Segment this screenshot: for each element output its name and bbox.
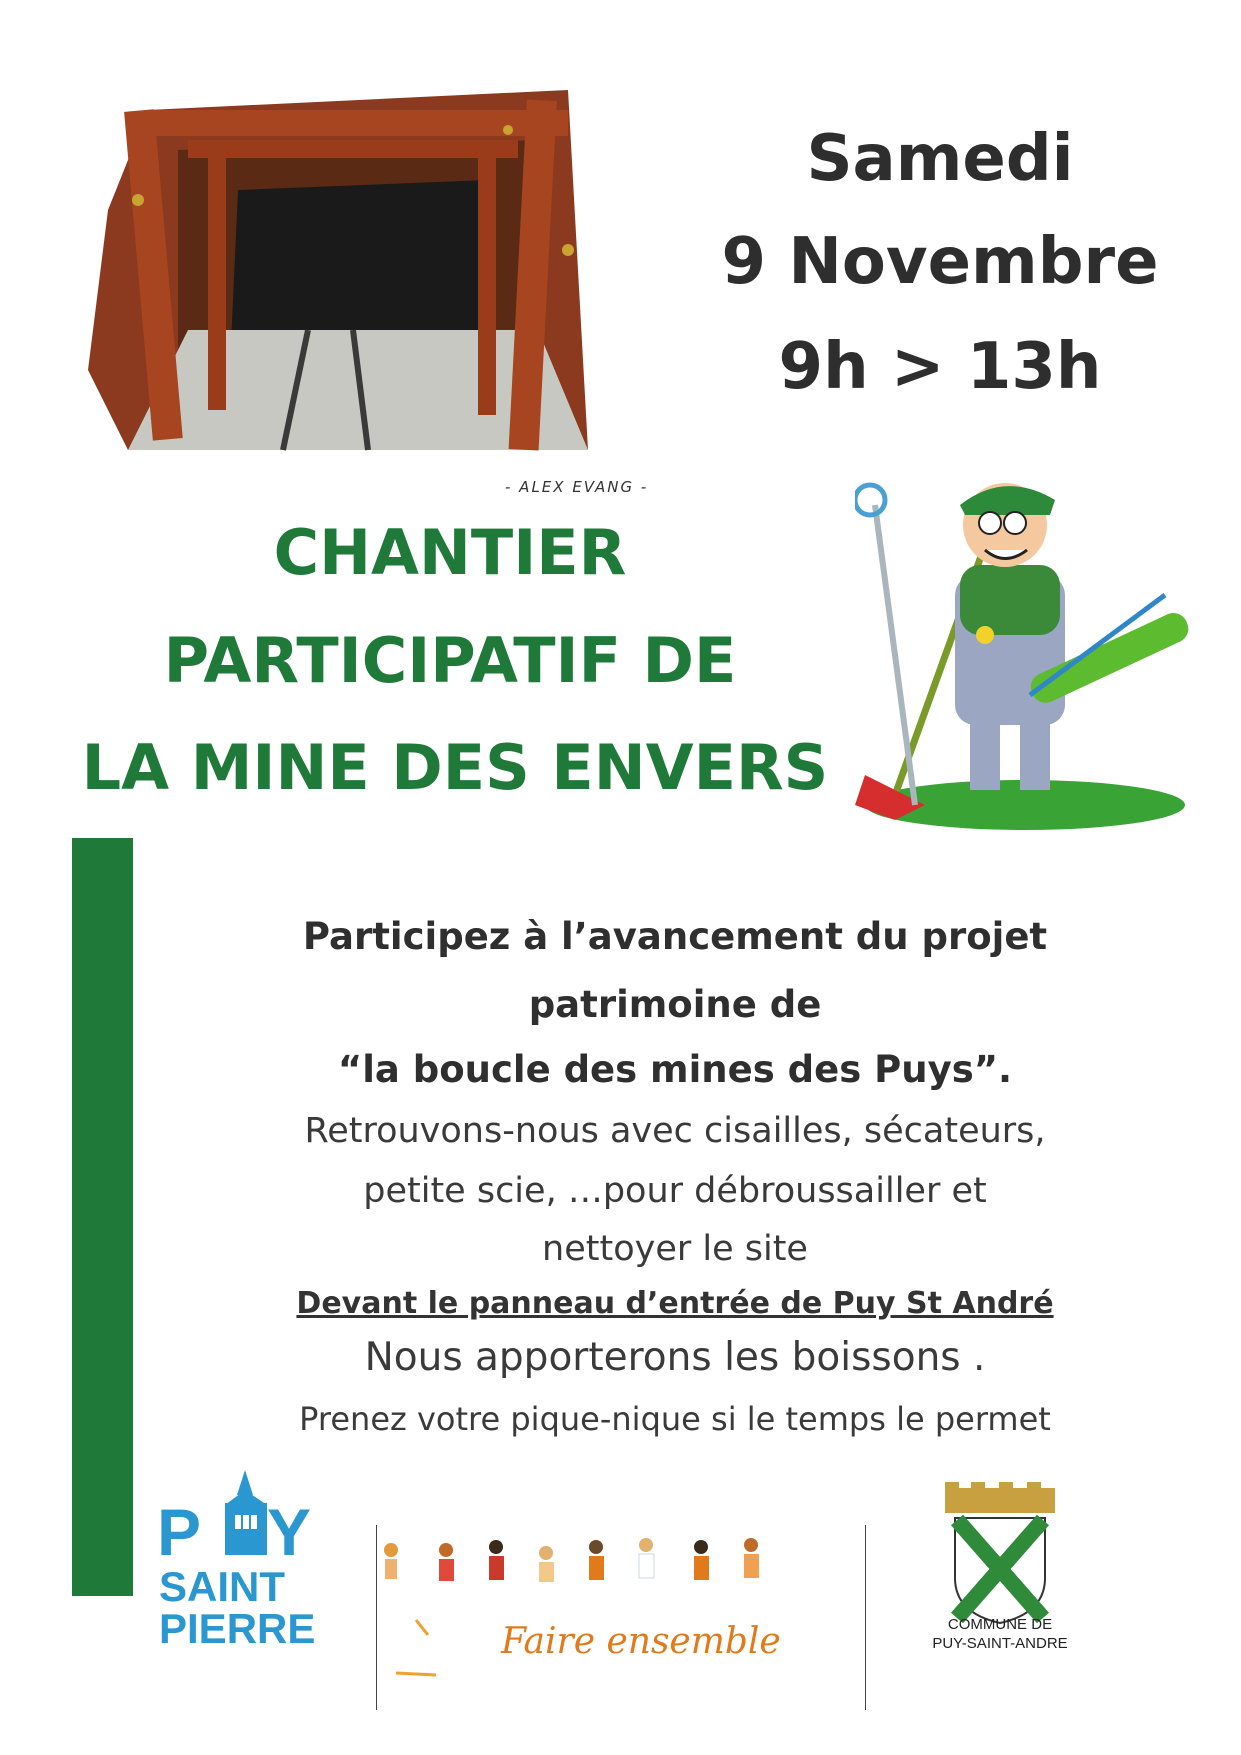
body-line-2: patrimoine de: [528, 983, 822, 1026]
body-line-3: “la boucle des mines des Puys”.: [337, 1048, 1013, 1091]
gardener-illustration: [855, 475, 1200, 835]
picnic-note: Prenez votre pique-nique si le temps le permet: [299, 1400, 1051, 1438]
meeting-location: Devant le panneau d’entrée de Puy St André: [296, 1286, 1054, 1321]
green-accent-bar: [72, 838, 133, 1596]
event-time: 9h > 13h: [778, 330, 1102, 404]
event-date: 9 Novembre: [721, 225, 1159, 299]
body-line-4: Retrouvons-nous avec cisailles, sécateurs,: [304, 1111, 1046, 1151]
commune-label-line-2: PUY-SAINT-ANDRE: [932, 1635, 1068, 1652]
logo-separator-right: [865, 1525, 866, 1710]
puy-logo-letter-p: P: [157, 1495, 202, 1569]
people-group-icon: [384, 1538, 759, 1582]
mine-tunnel-illustration: [68, 70, 653, 470]
puy-logo-letter-y: Y: [267, 1495, 312, 1569]
event-day: Samedi: [806, 122, 1074, 196]
church-tower-icon: [225, 1470, 267, 1555]
puy-saint-pierre-logo: [155, 1465, 345, 1655]
coat-of-arms-icon: [915, 1478, 1085, 1638]
artist-signature: - ALEX EVANG -: [505, 478, 649, 496]
title-line-1: CHANTIER: [273, 516, 627, 589]
body-line-5: petite scie, …pour débroussailler et: [363, 1171, 987, 1211]
puy-logo-saint: SAINT: [159, 1563, 285, 1610]
body-line-1: Participez à l’avancement du projet: [302, 915, 1048, 958]
faire-ensemble-logo: [376, 1525, 866, 1710]
commune-label-line-1: COMMUNE DE: [947, 1616, 1053, 1633]
faire-ensemble-text: Faire ensemble: [501, 1621, 781, 1662]
drinks-note: Nous apporterons les boissons .: [364, 1335, 986, 1380]
title-line-2: PARTICIPATIF DE: [163, 624, 737, 697]
body-line-6: nettoyer le site: [542, 1229, 808, 1269]
title-line-3: LA MINE DES ENVERS: [81, 731, 829, 804]
puy-logo-pierre: PIERRE: [159, 1605, 316, 1652]
